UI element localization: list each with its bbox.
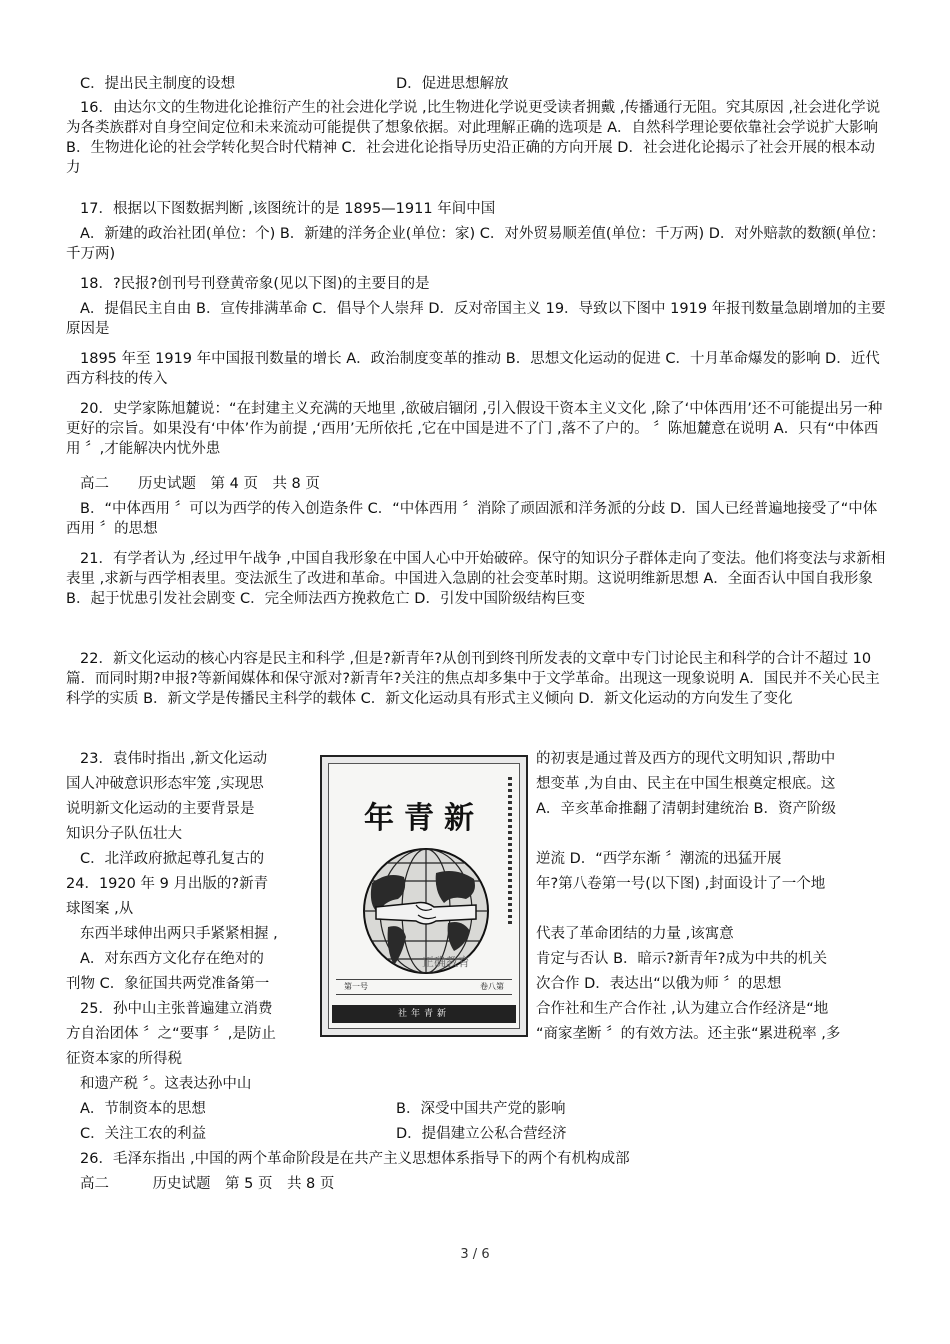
- q23-line5-right: 逆流 D．“西学东渐 〞潮流的迅猛开展: [536, 851, 782, 867]
- q23-line2-left: 国人冲破意识形态牢笼 ,实现思: [66, 776, 264, 792]
- cover-masthead: 年青新: [364, 801, 484, 836]
- q15-option-d: D．促进思想解放: [396, 76, 509, 92]
- cover-issue-line: [336, 979, 512, 995]
- question-19-options: 1895 年至 1919 年中国报刊数量的增长 A．政治制度变革的推动 B．思想文化运动的促进 C．十月革命爆发的影响 D．近代西方科技的传入: [66, 351, 880, 387]
- question-17-options: A．新建的政治社团(单位：个) B．新建的洋务企业(单位：家) C．对外贸易顺差值(单位：千万两) D．对外赔款的数额(单位：千万两): [66, 226, 886, 262]
- page-number: 3 / 6: [460, 1247, 490, 1262]
- q23-line1-right: 的初衷是通过普及西方的现代文明知识 ,帮助中: [536, 751, 836, 767]
- q24-line1-left: 24．1920 年 9 月出版的?新青: [66, 876, 269, 892]
- q24-line4-right: 肯定与否认 B．暗示?新青年?成为中共的机关: [536, 951, 827, 967]
- question-20-options: B．“中体西用 〞可以为西学的传入创造条件 C．“中体西用 〞消除了顽固派和洋务派的分歧 D．国人已经普遍地接受了“中体西用 〞的思想: [66, 501, 878, 537]
- question-18-19: A．提倡民主自由 B．宣传排满革命 C．倡导个人崇拜 D．反对帝国主义 19．导致以下图中 1919 年报刊数量急剧增加的主要原因是: [66, 301, 886, 337]
- q25-line2-right: “商家垄断 〞的有效方法。还主张“累进税率 ,多: [536, 1026, 841, 1042]
- q25-option-d: D．提倡建立公私合营经济: [396, 1126, 567, 1142]
- question-16: 16．由达尔文的生物进化论推衍产生的社会进化学说 ,比生物进化学说更受读者拥戴 ,传播通行无阻。究其原因 ,社会进化学说为各类族群对自身空间定位和未来流动可能提供了想象依据。对此理解正确的选项是 A．自然科学理论要依靠社会学说扩大影响 B．生物进化论的社会学转化契合时代精神 C．社会进化论指导历史沿正确的方向开展 D．社会进化论揭示了社会开展的根本动力: [66, 100, 881, 176]
- page-header-4: 高二 历史试题 第 4 页 共 8 页: [80, 476, 320, 492]
- q24-line3-left: 东西半球伸出两只手紧紧相握 ,: [80, 926, 278, 942]
- cover-issue-right: 卷八第: [480, 982, 504, 991]
- question-17: 17．根据以下图数据判断 ,该图统计的是 1895—1911 年间中国: [80, 201, 496, 217]
- q24-line4-left: A．对东西方文化存在绝对的: [80, 951, 264, 967]
- q25-line1-right: 合作社和生产合作社 ,认为建立合作经济是“地: [536, 1001, 829, 1017]
- q25-option-a: A．节制资本的思想: [80, 1101, 206, 1117]
- q24-line5-right: 次合作 D．表达出“以俄为师 〞的思想: [536, 976, 782, 992]
- q24-line3-right: 代表了革命团结的力量 ,该寓意: [536, 926, 734, 942]
- question-26: 26．毛泽东指出 ,中国的两个革命阶段是在共产主义思想体系指导下的两个有机构成部: [80, 1151, 630, 1167]
- question-22: 22．新文化运动的核心内容是民主和科学 ,但是?新青年?从创刊到终刊所发表的文章中专门讨论民主和科学的合计不超过 10 篇．而同时期?申报?等新闻媒体和保守派对?新青年?关注的焦点却多集中于文学革命。出现这一现象说明 A．国民并不关心民主科学的实质 B．新文学是传播民主科学的载体 C．新文化运动具有形式主义倾向 D．新文化运动的方向发生了变化: [66, 651, 880, 707]
- q23-line3-right: A．辛亥革命推翻了清朝封建统治 B．资产阶级: [536, 801, 836, 817]
- q25-line2-left: 方自治团体 〞之“要事 〞,是防止: [66, 1026, 276, 1042]
- q23-line3-left: 说明新文化运动的主要背景是: [66, 801, 255, 817]
- page-header-5: 高二 历史试题 第 5 页 共 8 页: [80, 1176, 335, 1192]
- q25-line1-left: 25．孙中山主张普遍建立消费: [80, 1001, 273, 1017]
- q25-line4: 和遗产税 〞。这表达孙中山: [80, 1076, 252, 1092]
- q23-line5-left: C．北洋政府掀起尊孔复古的: [80, 851, 265, 867]
- question-21: 21．有学者认为 ,经过甲午战争 ,中国自我形象在中国人心中开始破碎。保守的知识分子群体走向了变法。他们将变法与求新相表里 ,求新与西学相表里。变法派生了改进和革命。中国进入急剧的社会变革时期。这说明维新思想 A．全面否认中国自我形象 B．起于忧患引发社会剧变 C．完全师法西方挽救危亡 D．引发中国阶级结构巨变: [66, 551, 886, 607]
- question-20: 20．史学家陈旭麓说：“在封建主义充满的天地里 ,欲破启锢闭 ,引入假设干资本主义文化 ,除了‘中体西用’还不可能提出另一种更好的宗旨。如果没有‘中体’作为前提 ,‘西用’无所依托 ,它在中国是进不了门 ,落不了户的。 〞陈旭麓意在说明 A．只有“中体西用 〞,才能解决内忧外患: [66, 401, 883, 457]
- watermark-text: 正确教育: [422, 955, 471, 969]
- new-youth-cover-image: [320, 755, 528, 1037]
- q23-line1-left: 23．袁伟时指出 ,新文化运动: [80, 751, 268, 767]
- cover-issue-left: 第一号: [344, 982, 368, 991]
- q24-line2-left: 球图案 ,从: [66, 901, 134, 917]
- q23-line4-left: 知识分子队伍壮大: [66, 826, 182, 842]
- q25-line3-left: 征资本家的所得税: [66, 1051, 182, 1067]
- q24-line5-left: 刊物 C．象征国共两党准备第一: [66, 976, 270, 992]
- q23-line2-right: 想变革 ,为自由、民主在中国生根奠定根底。这: [536, 776, 836, 792]
- q15-option-c: C．提出民主制度的设想: [80, 76, 236, 92]
- cover-side-text: [508, 777, 512, 927]
- question-18: 18．?民报?创刊号刊登黄帝象(见以下图)的主要目的是: [80, 276, 430, 292]
- q25-option-c: C．关注工农的利益: [80, 1126, 207, 1142]
- cover-publisher-bar: 社年青新: [332, 1005, 516, 1023]
- q24-line1-right: 年?第八卷第一号(以下图) ,封面设计了一个地: [536, 876, 826, 892]
- q25-option-b: B．深受中国共产党的影响: [396, 1101, 566, 1117]
